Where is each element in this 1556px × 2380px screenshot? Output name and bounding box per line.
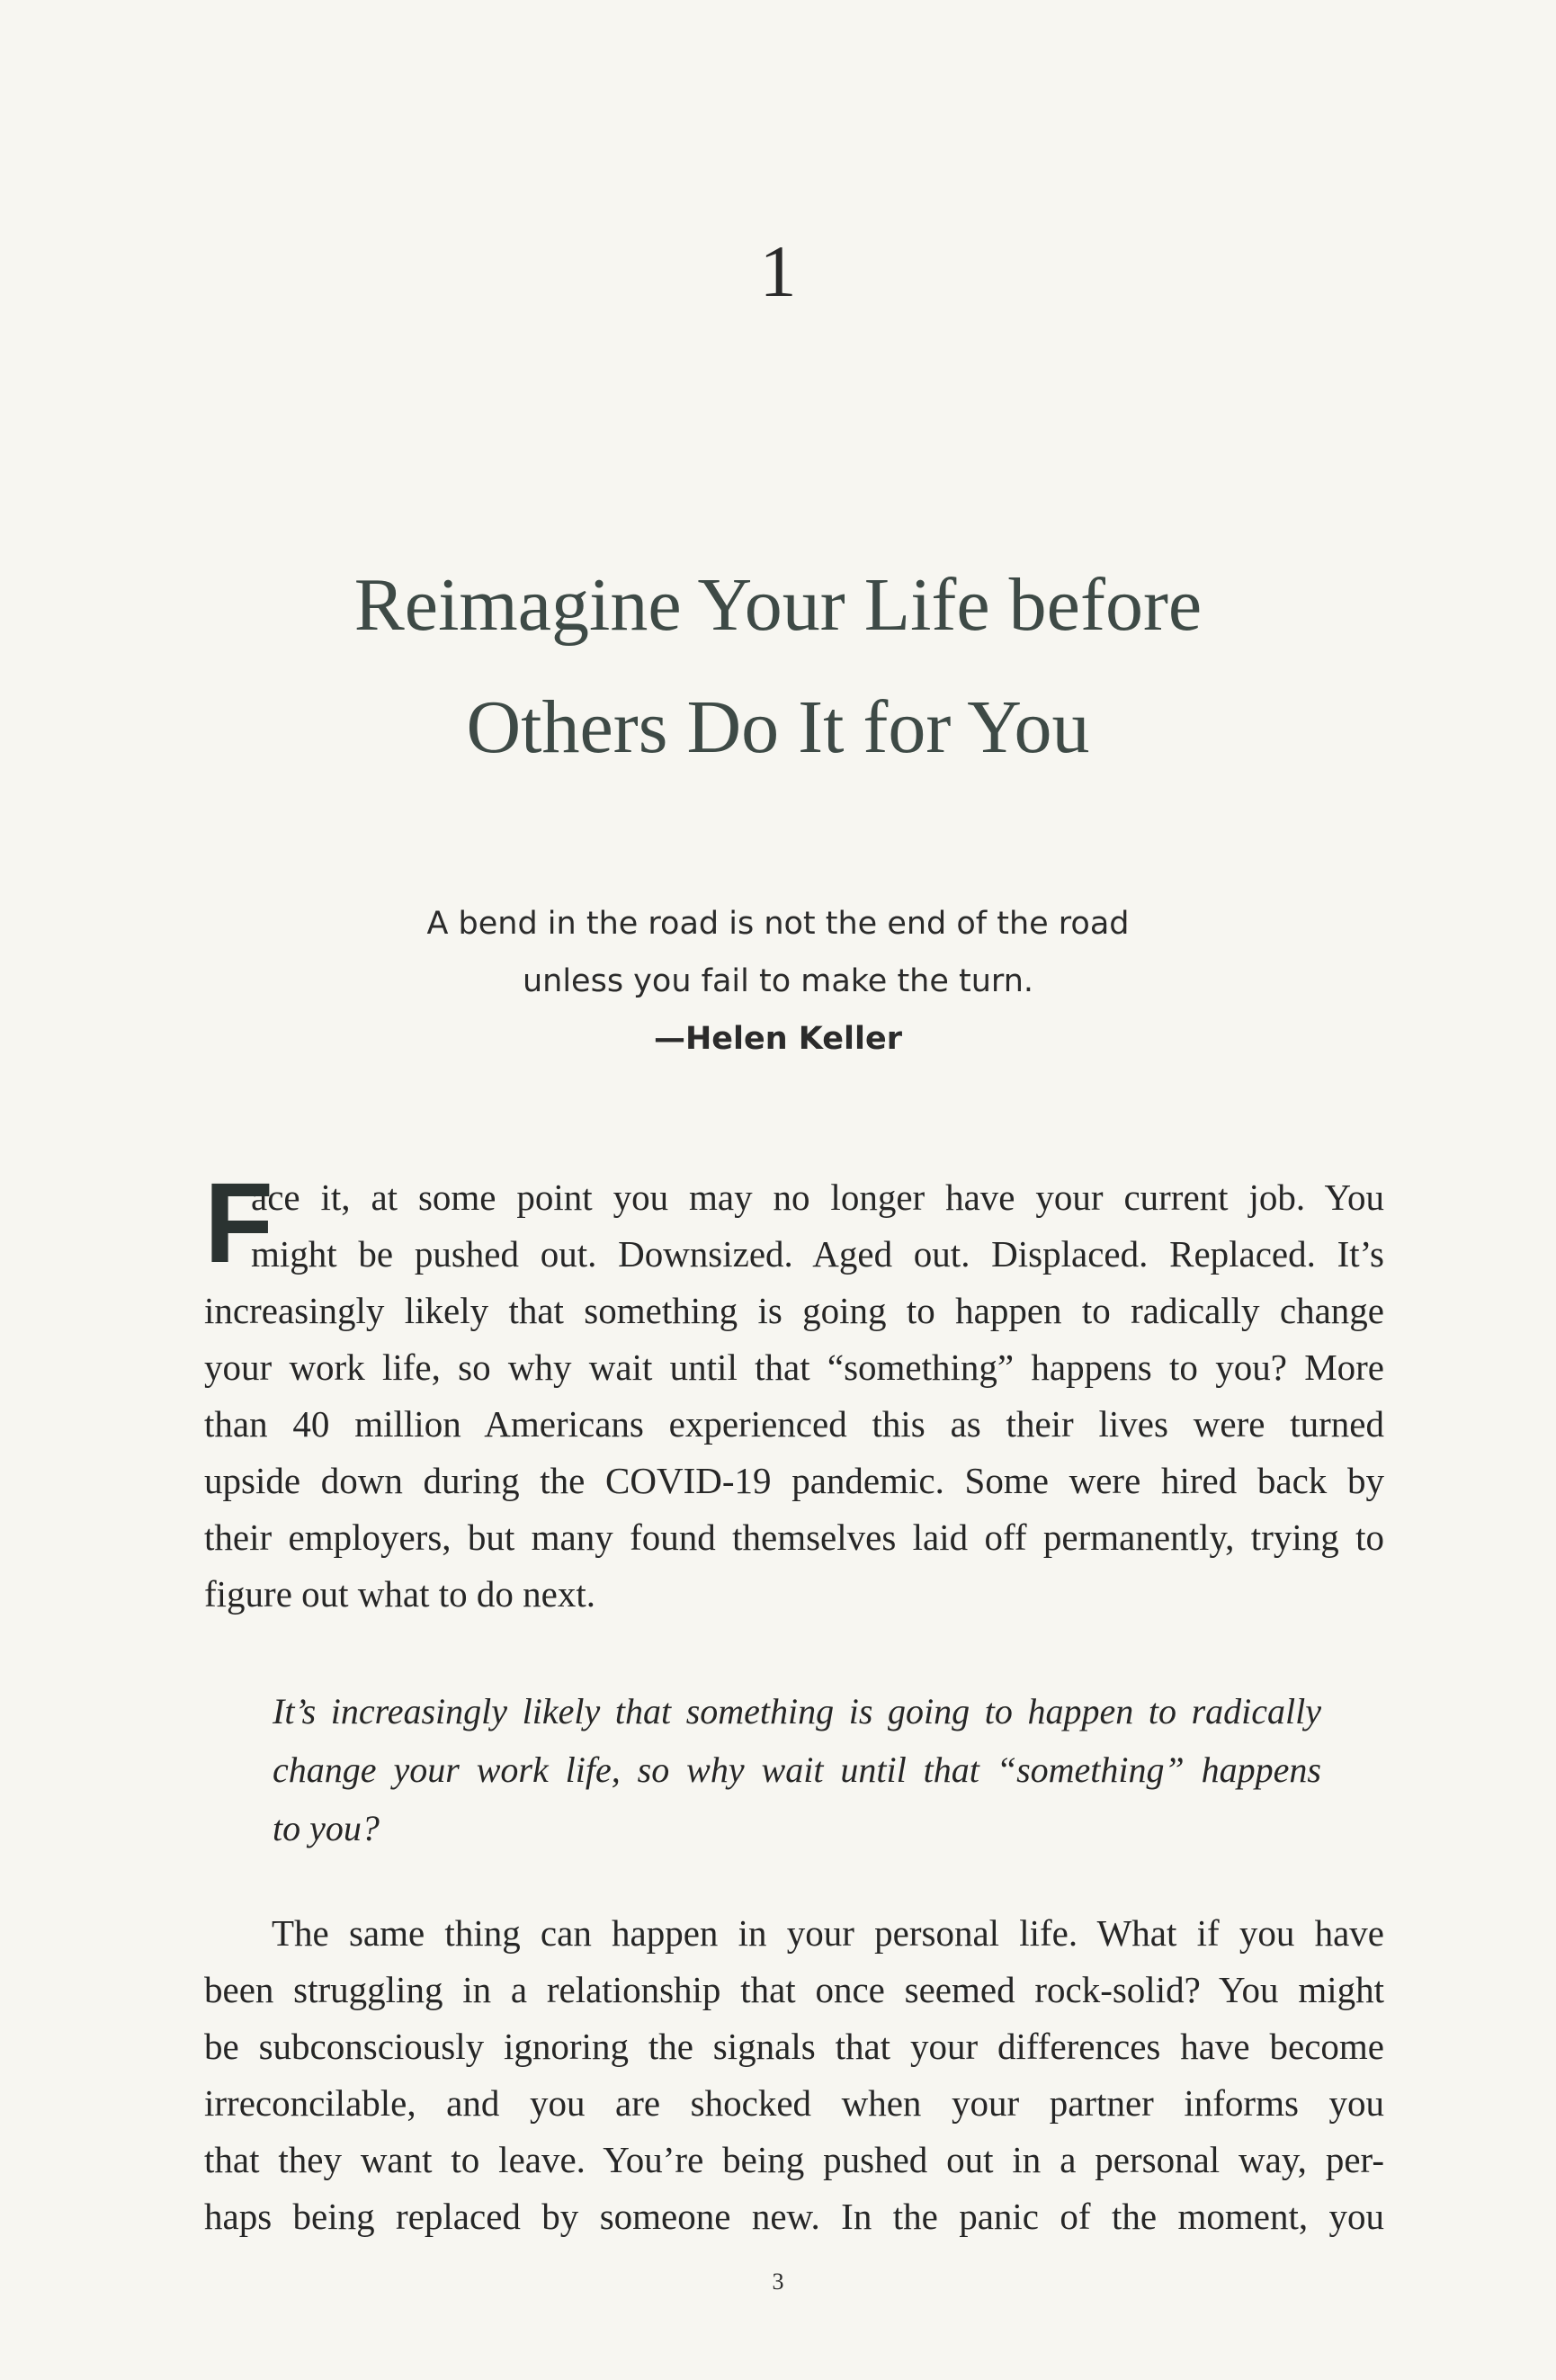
- pull-quote-line: It’s increasingly likely that something is going to happen to radically: [273, 1691, 1321, 1731]
- epigraph-attribution: —Helen Keller: [653, 1021, 903, 1057]
- pull-quote-line: to you?: [273, 1808, 380, 1848]
- paragraph-line: irreconcilable, and you are shocked when your partner informs you: [204, 2082, 1384, 2124]
- paragraph-2: [204, 1905, 1384, 2245]
- paragraph-line: your work life, so why wait until that “something” happens to you? More: [204, 1347, 1384, 1388]
- paragraph-line: be subconsciously ignoring the signals that your differences have become: [204, 2026, 1384, 2067]
- chapter-number: 1: [759, 230, 797, 312]
- epigraph-line-2: unless you fail to make the turn.: [522, 963, 1034, 999]
- paragraph-line: been struggling in a relationship that once seemed rock-solid? You might: [204, 1969, 1384, 2010]
- chapter-title: [0, 544, 1556, 789]
- chapter-title-line-2: Others Do It for You: [466, 685, 1090, 769]
- pull-quote: [273, 1682, 1321, 1857]
- page-number: 3: [772, 2268, 784, 2295]
- paragraph-line: ace it, at some point you may no longer have your current job. You: [251, 1177, 1384, 1218]
- drop-cap: F: [204, 1159, 273, 1286]
- chapter-title-line-1: Reimagine Your Life before: [353, 563, 1203, 647]
- paragraph-line: their employers, but many found themselves laid off permanently, trying to: [204, 1517, 1384, 1558]
- paragraph-line: upside down during the COVID-19 pandemic. Some were hired back by: [204, 1460, 1384, 1501]
- epigraph-line-1: A bend in the road is not the end of the road: [426, 906, 1130, 942]
- paragraph-line: haps being replaced by someone new. In the panic of the moment, you: [204, 2196, 1384, 2237]
- paragraph-line: figure out what to do next.: [204, 1573, 595, 1615]
- paragraph-line: increasingly likely that something is going to happen to radically change: [204, 1290, 1384, 1331]
- paragraph-line: The same thing can happen in your personal life. What if you have: [272, 1912, 1384, 1954]
- paragraph-1: [204, 1159, 1384, 1623]
- paragraph-line: than 40 million Americans experienced this as their lives were turned: [204, 1403, 1384, 1445]
- pull-quote-line: change your work life, so why wait until that “something” happens: [273, 1749, 1321, 1790]
- epigraph: [0, 895, 1556, 1068]
- drop-cap-block: [204, 1159, 1384, 1286]
- paragraph-line: that they want to leave. You’re being pushed out in a personal way, per-: [204, 2139, 1384, 2180]
- paragraph-line: might be pushed out. Downsized. Aged out. Displaced. Replaced. It’s: [251, 1233, 1384, 1275]
